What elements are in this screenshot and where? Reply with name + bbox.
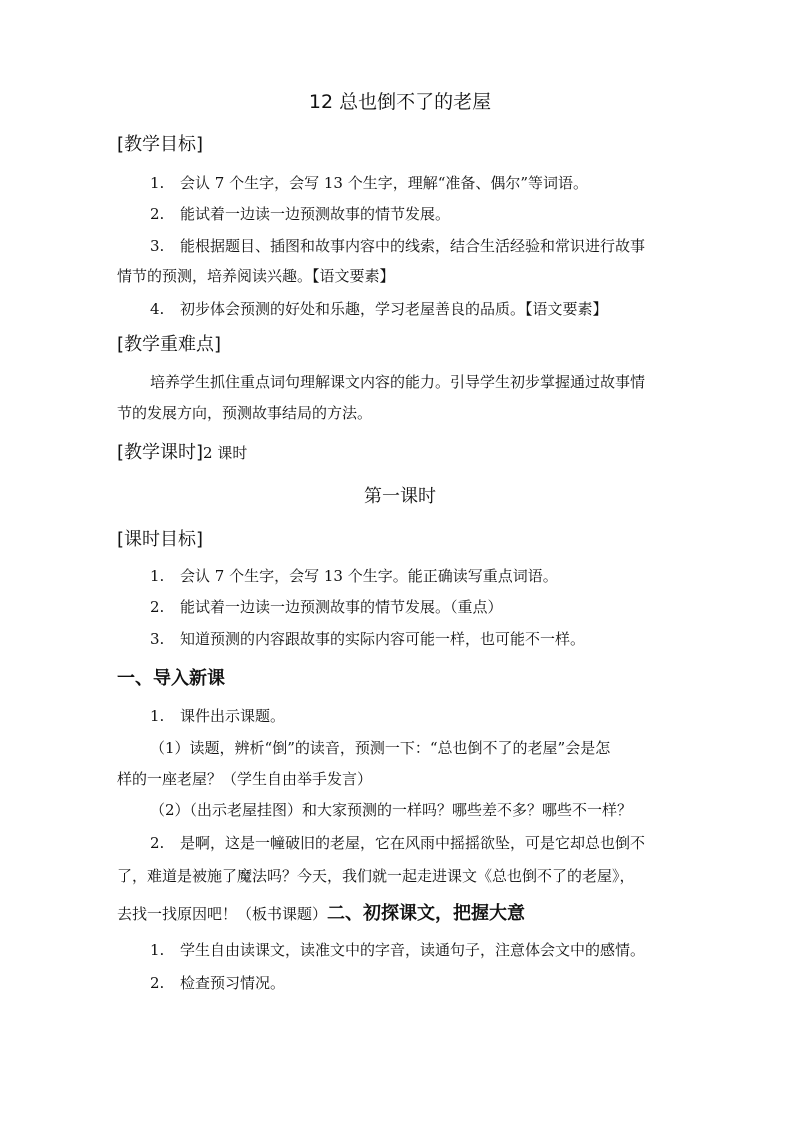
list-text: 检查预习情况。 bbox=[180, 974, 286, 992]
teaching-goals-heading: [教学目标] bbox=[117, 134, 204, 155]
list-number: 1. bbox=[150, 567, 165, 585]
section-1-item-2-line-3-with-section-2-heading bbox=[117, 902, 525, 926]
list-number: 2. bbox=[150, 205, 165, 223]
document-title: 12 总也倒不了的老屋 bbox=[308, 91, 492, 113]
section-1-item-1 bbox=[150, 706, 285, 726]
section-1-heading: 一、导入新课 bbox=[117, 668, 225, 689]
list-number: 3. bbox=[150, 237, 165, 255]
section-2-item-2 bbox=[150, 973, 285, 993]
list-text: 知道预测的内容跟故事的实际内容可能一样，也可能不一样。 bbox=[180, 630, 586, 648]
list-text: 是啊，这是一幢破旧的老屋，它在风雨中摇摇欲坠，可是它却总也倒不 bbox=[180, 834, 646, 852]
key-difficult-points-heading: [教学重难点] bbox=[117, 334, 222, 355]
list-number: 2. bbox=[150, 834, 165, 852]
goal-item-4 bbox=[150, 299, 608, 319]
list-text: 会认 7 个生字，会写 13 个生字，理解“准备、偶尔”等词语。 bbox=[180, 174, 589, 192]
list-text: 会认 7 个生字，会写 13 个生字。能正确读写重点词语。 bbox=[180, 567, 558, 585]
goal-item-2 bbox=[150, 204, 450, 224]
list-number: 4. bbox=[150, 300, 165, 318]
list-number: 1. bbox=[150, 174, 165, 192]
goal-item-1 bbox=[150, 173, 588, 193]
section-1-item-2-line-3: 去找一找原因吧！（板书课题） bbox=[117, 905, 328, 923]
list-text: 能根据题目、插图和故事内容中的线索，结合生活经验和常识进行故事 bbox=[180, 237, 646, 255]
key-points-line-2: 节的发展方向，预测故事结局的方法。 bbox=[117, 404, 373, 422]
teaching-hours-value: 2 课时 bbox=[203, 444, 248, 462]
list-number: 2. bbox=[150, 974, 165, 992]
list-text: 学生自由读课文，读准文中的字音，读通句子，注意体会文中的感情。 bbox=[180, 941, 646, 959]
teaching-hours bbox=[117, 441, 247, 465]
list-text: 课件出示课题。 bbox=[180, 707, 286, 725]
section-1-item-2-line-2: 了，难道是被施了魔法吗？今天，我们就一起走进课文《总也倒不了的老屋》， bbox=[117, 867, 635, 885]
goal-item-3-continuation: 情节的预测，培养阅读兴趣。【语文要素】 bbox=[117, 267, 395, 285]
lesson-goals-heading: [课时目标] bbox=[117, 529, 204, 550]
section-2-heading: 二、初探课文，把握大意 bbox=[327, 903, 526, 924]
list-number: 1. bbox=[150, 941, 165, 959]
section-1-item-2 bbox=[150, 833, 645, 853]
teaching-hours-heading: [教学课时] bbox=[117, 442, 204, 463]
section-1-sub-1-line-1: （1）读题，辨析“倒”的读音，预测一下：“总也倒不了的老屋”会是怎 bbox=[150, 739, 611, 757]
lesson-goal-item-3 bbox=[150, 629, 585, 649]
section-1-sub-2: （2）（出示老屋挂图）和大家预测的一样吗？哪些差不多？哪些不一样？ bbox=[150, 801, 633, 819]
list-number: 1. bbox=[150, 707, 165, 725]
goal-item-3 bbox=[150, 236, 645, 256]
key-points-line-1: 培养学生抓住重点词句理解课文内容的能力。引导学生初步掌握通过故事情 bbox=[150, 373, 646, 391]
section-2-item-1 bbox=[150, 940, 645, 960]
list-number: 2. bbox=[150, 598, 165, 616]
section-1-sub-1-line-2: 样的一座老屋？（学生自由举手发言） bbox=[117, 770, 373, 788]
list-text: 能试着一边读一边预测故事的情节发展。（重点） bbox=[180, 598, 503, 616]
list-text: 初步体会预测的好处和乐趣，学习老屋善良的品质。【语文要素】 bbox=[180, 300, 608, 318]
list-text: 能试着一边读一边预测故事的情节发展。 bbox=[180, 205, 451, 223]
lesson-goal-item-1 bbox=[150, 566, 558, 586]
lesson-goal-item-2 bbox=[150, 597, 503, 617]
lesson-title: 第一课时 bbox=[364, 486, 436, 507]
list-number: 3. bbox=[150, 630, 165, 648]
